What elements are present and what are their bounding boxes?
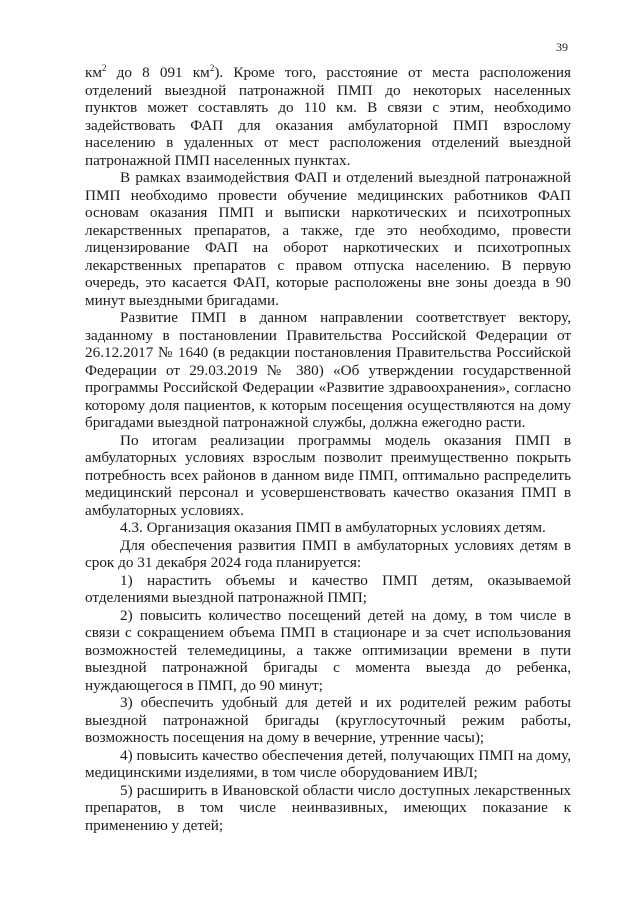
page-number: 39 [556, 40, 568, 54]
text-segment: 4) повысить качество обеспечения детей, получающих ПМП на дому, медицинскими изделиями, в том числе оборудованием ИВЛ; [85, 746, 571, 781]
superscript: 2 [102, 63, 107, 73]
paragraph-p2 [85, 309, 571, 432]
paragraph-p7 [85, 607, 571, 695]
text-segment: В рамках взаимодействия ФАП и отделений выездной патронажной ПМП необходимо провести обучение медицинских работников ФАП основам оказания ПМП и выписки наркотических и психотропных лекарственных препаратов, а также, где это необходимо, провести лицензирование ФАП на оборот наркотических и психотропных лекарственных препаратов с правом отпуска населению. В первую очередь, это касается ФАП, которые расположены вне зоны доезда в 90 минут выездными бригадами. [85, 169, 571, 309]
paragraph-p1 [85, 169, 571, 309]
document-body [85, 64, 571, 834]
text-segment: ). Кроме того, расстояние от места расположения отделений выездной патронажной ПМП до некоторых населенных пунктов может составлять до 110 км. В связи с этим, необходимо задействовать ФАП для оказания амбулаторной ПМП взрослому населению в удаленных от мест расположения отделений выездной патронажной ПМП населенных пунктах. [85, 64, 572, 169]
text-segment: Развитие ПМП в данном направлении соответствует вектору, заданному в постановлении Правительства Российской Федерации от 26.12.2017 № 1640 (в редакции постановления Правительства Российской Федерации от 29.03.2019 № 380) «Об утверждении государственной программы Российской Федерации «Развитие здравоохранения», согласно которому доля пациентов, к которым посещения осуществляются на дому бригадами выездной патронажной службы, должна ежегодно расти. [85, 309, 571, 431]
paragraph-p10 [85, 782, 571, 835]
paragraph-p6 [85, 572, 571, 607]
text-segment: 1) нарастить объемы и качество ПМП детям, оказываемой отделениями выездной патронажной ПМП; [85, 571, 571, 606]
text-segment: км [85, 64, 102, 81]
text-segment: 2) повысить количество посещений детей на дому, в том числе в связи с сокращением объема ПМП в стационаре и за счет использования возможностей телемедицины, а также оптимизации времени в пути выездной патронажной бригады с момента выезда до ребенка, нуждающегося в ПМП, до 90 минут; [85, 606, 571, 694]
text-segment: По итогам реализации программы модель оказания ПМП в амбулаторных условиях взрослым позволит преимущественно покрыть потребность всех районов в данном виде ПМП, оптимально распределить медицинский персонал и усовершенствовать качество оказания ПМП в амбулаторных условиях. [85, 431, 571, 519]
text-segment: 5) расширить в Ивановской области число доступных лекарственных препаратов, в том числе неинвазивных, имеющих показание к применению у детей; [85, 781, 571, 834]
text-segment: 3) обеспечить удобный для детей и их родителей режим работы выездной патронажной бригады (круглосуточный режим работы, возможность посещения на дому в вечерние, утренние часы); [85, 694, 571, 746]
text-segment: до 8 091 км [106, 64, 210, 81]
paragraph-p3 [85, 432, 571, 520]
paragraph-p4 [85, 519, 571, 537]
paragraph-p5 [85, 537, 571, 572]
superscript: 2 [209, 63, 215, 73]
paragraph-p9 [85, 747, 571, 782]
paragraph-p0 [85, 64, 571, 169]
paragraph-p8 [85, 694, 571, 747]
text-segment: 4.3. Организация оказания ПМП в амбулаторных условиях детям. [120, 519, 546, 536]
text-segment: Для обеспечения развития ПМП в амбулаторных условиях детям в срок до 31 декабря 2024 года планируется: [85, 536, 571, 571]
